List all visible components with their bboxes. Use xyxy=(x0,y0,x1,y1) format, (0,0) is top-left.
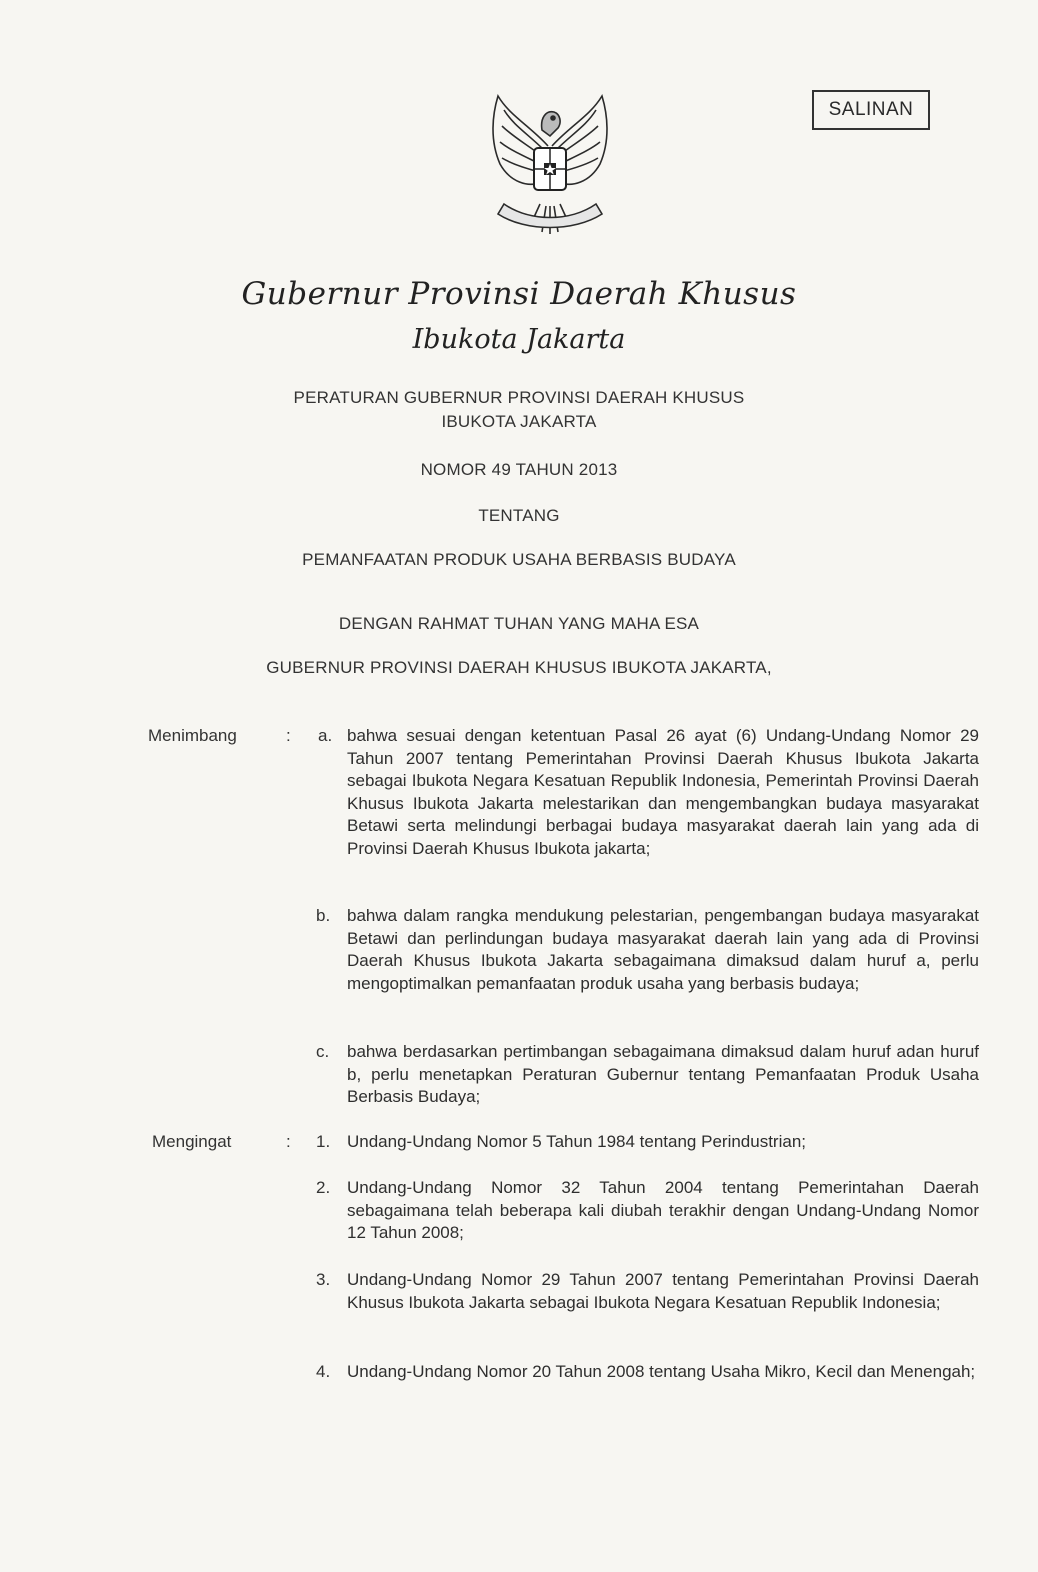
mengingat-marker-3: 3. xyxy=(316,1270,331,1289)
regulation-title-line2: IBUKOTA JAKARTA xyxy=(441,412,597,431)
regulation-title-line1: PERATURAN GUBERNUR PROVINSI DAERAH KHUSUS xyxy=(293,388,745,407)
menimbang-marker-b: b. xyxy=(316,906,331,925)
menimbang-colon: : xyxy=(286,726,291,745)
mengingat-marker-1: 1. xyxy=(316,1132,331,1151)
tentang-heading: TENTANG xyxy=(478,506,560,525)
mengingat-item-2: Undang-Undang Nomor 32 Tahun 2004 tentang Pemerintahan Daerah sebagaimana telah beberapa kali diubah terakhir dengan Undang-Undang Nomor 12 Tahun 2008; xyxy=(347,1178,979,1243)
menimbang-marker-a: a. xyxy=(318,726,333,745)
regulation-number: NOMOR 49 TAHUN 2013 xyxy=(420,460,618,479)
regulation-subject: PEMANFAATAN PRODUK USAHA BERBASIS BUDAYA xyxy=(302,550,736,569)
salinan-stamp: SALINAN xyxy=(812,90,930,130)
mengingat-item-1: Undang-Undang Nomor 5 Tahun 1984 tentang Perindustrian; xyxy=(347,1132,806,1151)
menimbang-item-c: bahwa berdasarkan pertimbangan sebagaimana dimaksud dalam huruf adan huruf b, perlu menetapkan Peraturan Gubernur tentang Pemanfaatan Produk Usaha Berbasis Budaya; xyxy=(347,1042,979,1107)
menimbang-label: Menimbang xyxy=(148,726,237,745)
menimbang-marker-c: c. xyxy=(316,1042,330,1061)
mengingat-item-4: Undang-Undang Nomor 20 Tahun 2008 tentang Usaha Mikro, Kecil dan Menengah; xyxy=(347,1362,976,1381)
mengingat-marker-2: 2. xyxy=(316,1178,331,1197)
mengingat-label: Mengingat xyxy=(152,1132,232,1151)
mengingat-marker-4: 4. xyxy=(316,1362,331,1381)
governor-line: GUBERNUR PROVINSI DAERAH KHUSUS IBUKOTA JAKARTA, xyxy=(266,658,772,677)
letterhead-governor-title: Gubernur Provinsi Daerah Khusus xyxy=(241,276,797,312)
menimbang-item-a: bahwa sesuai dengan ketentuan Pasal 26 ayat (6) Undang-Undang Nomor 29 Tahun 2007 tentang Pemerintahan Provinsi Daerah Khusus Ibukota Jakarta sebagai Ibukota Negara Kesatuan Republik Indonesia, Pemerintah Provinsi Daerah Khusus Ibukota Jakarta melestarikan dan mengembangkan budaya masyarakat Betawi serta melindungi berbagai budaya masyarakat daerah lain yang ada di Provinsi Daerah Khusus Ibukota jakarta; xyxy=(347,726,979,858)
mengingat-colon: : xyxy=(286,1132,291,1151)
letterhead-city: Ibukota Jakarta xyxy=(412,324,626,355)
garuda-pancasila-emblem-icon xyxy=(470,86,630,248)
rahmat-line: DENGAN RAHMAT TUHAN YANG MAHA ESA xyxy=(338,614,700,633)
menimbang-item-b: bahwa dalam rangka mendukung pelestarian, pengembangan budaya masyarakat Betawi dan perlindungan budaya masyarakat daerah lain yang ada di Provinsi Daerah Khusus Ibukota Jakarta sebagaimana dimaksud dalam huruf a, perlu mengoptimalkan pemanfaatan produk usaha yang berbasis budaya; xyxy=(347,906,979,993)
mengingat-item-3: Undang-Undang Nomor 29 Tahun 2007 tentang Pemerintahan Provinsi Daerah Khusus Ibukota Jakarta sebagai Ibukota Negara Kesatuan Republik Indonesia; xyxy=(347,1270,979,1312)
